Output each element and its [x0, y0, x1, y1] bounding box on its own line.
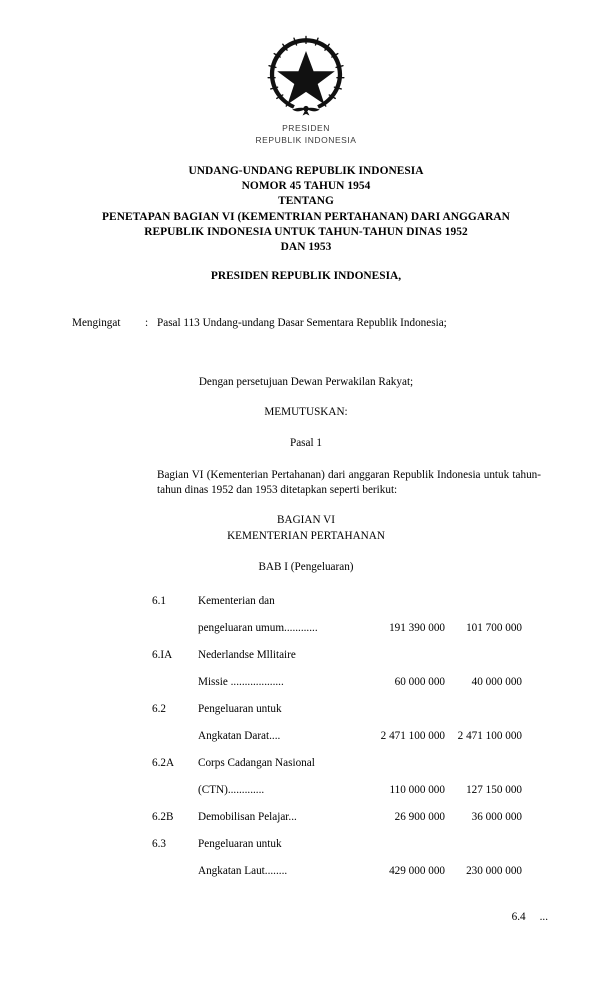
budget-value-1952: [360, 642, 445, 669]
budget-table-wrap: [152, 588, 522, 885]
memutuskan-heading: MEMUTUSKAN:: [264, 406, 348, 418]
budget-value-1953: [445, 750, 522, 777]
pasal-heading: Pasal 1: [289, 437, 322, 449]
budget-value-1952: 191 390 000: [389, 622, 445, 634]
budget-row: [152, 831, 522, 858]
budget-value-1953: 40 000 000: [471, 676, 522, 688]
budget-item-number: 6.1: [152, 595, 166, 607]
budget-item-number: 6.3: [152, 838, 166, 850]
budget-value-1953: 127 150 000: [466, 784, 522, 796]
budget-row: [152, 723, 522, 750]
budget-value-1952: 2 471 100 000: [380, 730, 445, 742]
budget-value-1952: [360, 696, 445, 723]
budget-row: [152, 804, 522, 831]
budget-item-label: Missie ...................: [198, 676, 284, 688]
mengingat-text: Pasal 113 Undang-undang Dasar Sementara Republik Indonesia;: [157, 317, 447, 329]
budget-table-body: [152, 588, 522, 885]
budget-value-1952: 26 900 000: [394, 811, 445, 823]
footer-next-item: 6.4: [511, 911, 526, 923]
budget-item-number: 6.2B: [152, 811, 174, 823]
emblem-caption: [0, 123, 612, 146]
kementerian-line: KEMENTERIAN PERTAHANAN: [227, 529, 385, 542]
garuda-star-wreath-emblem: [262, 33, 350, 119]
emblem-block: [0, 33, 612, 146]
budget-value-1953: [445, 696, 522, 723]
budget-row: [152, 696, 522, 723]
budget-item-label: Nederlandse Mllitaire: [198, 649, 296, 661]
title-line-6: DAN 1953: [280, 241, 332, 254]
budget-table: [152, 588, 522, 885]
budget-value-1953: 101 700 000: [466, 622, 522, 634]
budget-item-number: 6.2: [152, 703, 166, 715]
budget-item-number: [152, 669, 198, 696]
budget-row: [152, 588, 522, 615]
emblem-caption-line2: REPUBLIK INDONESIA: [255, 134, 357, 145]
footer-ellipsis: ...: [539, 911, 548, 923]
budget-item-number: [152, 615, 198, 642]
title-line-4: PENETAPAN BAGIAN VI (KEMENTRIAN PERTAHANAN) DARI ANGGARAN: [102, 210, 510, 223]
authority-heading: PRESIDEN REPUBLIK INDONESIA,: [210, 270, 402, 282]
title-line-2: NOMOR 45 TAHUN 1954: [241, 180, 371, 193]
budget-value-1953: [445, 831, 522, 858]
mengingat-label: Mengingat: [72, 317, 121, 329]
bagian-line: BAGIAN VI: [277, 514, 335, 526]
budget-row: [152, 777, 522, 804]
page-continuation-footer: [36, 911, 548, 923]
budget-value-1953: [445, 642, 522, 669]
budget-row: [152, 858, 522, 885]
dengan-persetujuan-line: Dengan persetujuan Dewan Perwakilan Rakyat;: [198, 376, 414, 388]
title-line-3: TENTANG: [278, 195, 334, 208]
budget-value-1952: 429 000 000: [389, 865, 445, 877]
budget-item-label: Demobilisan Pelajar...: [198, 811, 297, 823]
budget-value-1953: 2 471 100 000: [457, 730, 522, 742]
budget-value-1952: [360, 831, 445, 858]
budget-item-number: [152, 777, 198, 804]
budget-value-1952: 110 000 000: [389, 784, 445, 796]
budget-item-label: Angkatan Darat....: [198, 730, 281, 742]
title-line-5: REPUBLIK INDONESIA UNTUK TAHUN-TAHUN DINAS 1952: [144, 225, 468, 238]
budget-item-label: pengeluaran umum............: [198, 622, 318, 634]
budget-item-number: [152, 858, 198, 885]
budget-value-1953: [445, 588, 522, 615]
budget-item-label: Kementerian dan: [198, 595, 275, 607]
budget-value-1952: [360, 750, 445, 777]
bagian-section-heading: [36, 513, 576, 544]
bab-heading: BAB I (Pengeluaran): [258, 561, 354, 573]
mengingat-colon: :: [145, 317, 149, 329]
budget-item-number: 6.IA: [152, 649, 173, 661]
document-title-block: [36, 164, 576, 255]
budget-value-1953: 36 000 000: [471, 811, 522, 823]
emblem-caption-line1: PRESIDEN: [282, 123, 330, 133]
budget-item-label: Pengeluaran untuk: [198, 838, 282, 850]
budget-item-label: Pengeluaran untuk: [198, 703, 282, 715]
budget-item-number: 6.2A: [152, 757, 175, 769]
budget-row: [152, 615, 522, 642]
mengingat-row: [72, 316, 552, 331]
budget-row: [152, 750, 522, 777]
title-line-1: UNDANG-UNDANG REPUBLIK INDONESIA: [188, 165, 424, 177]
budget-item-label: (CTN).............: [198, 784, 265, 796]
budget-value-1953: 230 000 000: [466, 865, 522, 877]
budget-row: [152, 669, 522, 696]
budget-row: [152, 642, 522, 669]
budget-value-1952: 60 000 000: [394, 676, 445, 688]
budget-value-1952: [360, 588, 445, 615]
budget-item-label: Corps Cadangan Nasional: [198, 757, 315, 769]
body-paragraph: Bagian VI (Kementerian Pertahanan) dari anggaran Republik Indonesia untuk tahun-tahun dinas 1952 dan 1953 ditetapkan seperti berikut:: [157, 469, 541, 496]
budget-item-number: [152, 723, 198, 750]
budget-item-label: Angkatan Laut........: [198, 865, 288, 877]
